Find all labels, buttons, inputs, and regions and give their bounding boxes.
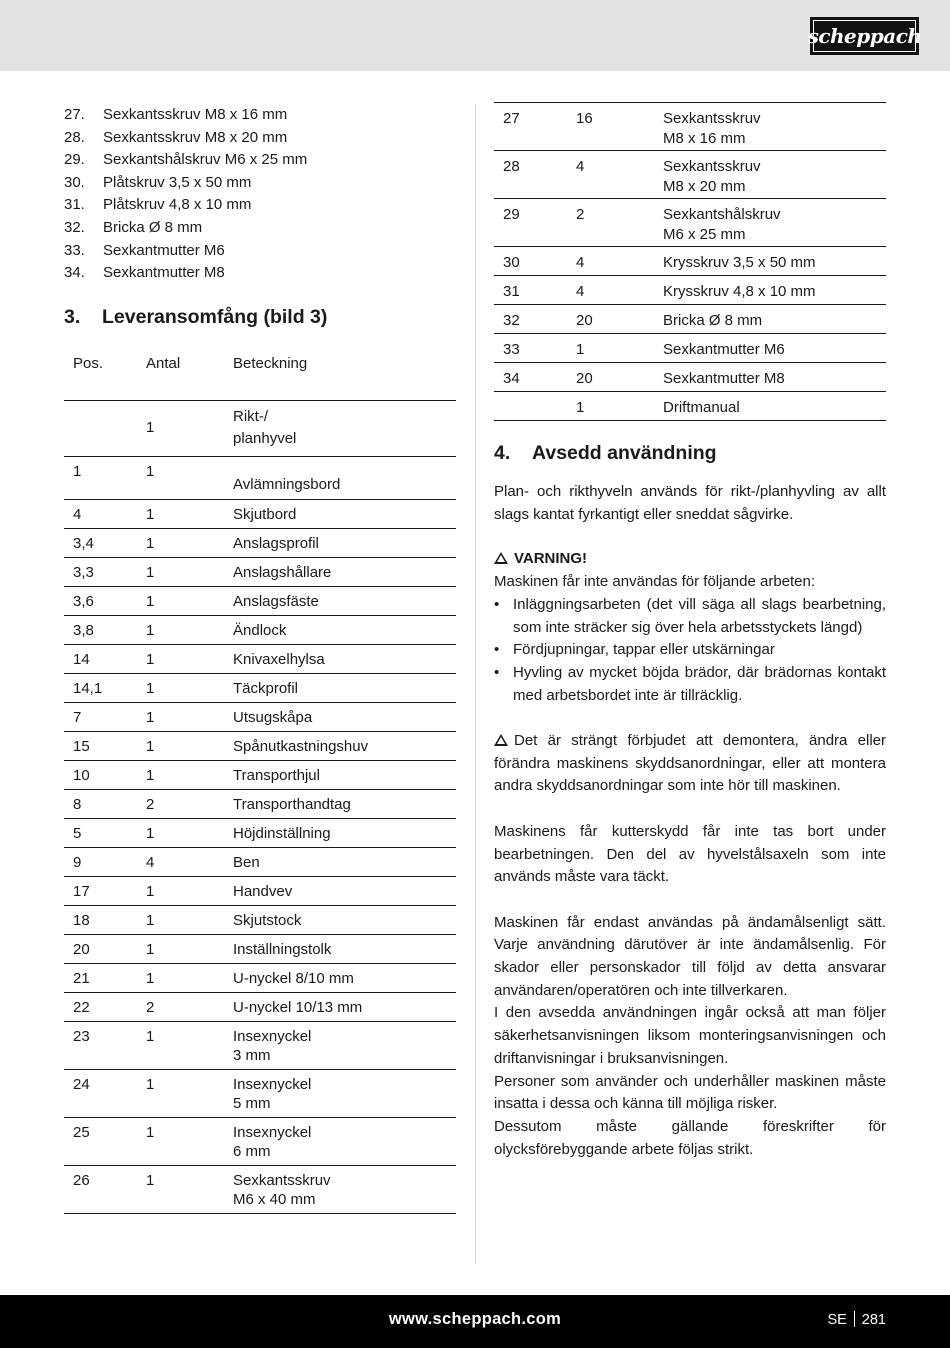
table-row: 20 1 Inställningstolk — [64, 934, 456, 963]
list-item: 28. Sexkantsskruv M8 x 20 mm — [64, 128, 288, 146]
table-row: 3,6 1 Anslagsfäste — [64, 586, 456, 615]
website-link[interactable]: www.scheppach.com — [388, 1310, 562, 1328]
warning-heading: VARNING! — [494, 548, 886, 571]
list-item: 33. Sexkantmutter M6 — [64, 241, 225, 259]
delivery-scope-table-continued — [494, 102, 886, 421]
table-row: 9 4 Ben — [64, 847, 456, 876]
table-row: 27 16 Sexkantsskruv M8 x 16 mm — [494, 103, 886, 151]
table-row: 25 1 Insexnyckel 6 mm — [64, 1117, 456, 1165]
intended-use-intro: Plan- och rikthyveln används för rikt-/planhyvling av allt slags kantat fyrkantigt eller sneddat sågvirke. — [494, 483, 886, 523]
table-row: 1 Driftmanual — [494, 392, 886, 421]
table-row: 1 Rikt-/ planhyvel — [64, 400, 456, 456]
list-item: 32. Bricka Ø 8 mm — [64, 218, 203, 236]
page-number: SE 281 — [827, 1312, 886, 1328]
table-row: 7 1 Utsugskåpa — [64, 702, 456, 731]
section-4-heading: 4. Avsedd användning — [494, 442, 717, 464]
table-row: 3,4 1 Anslagsprofil — [64, 528, 456, 557]
table-row: 34 20 Sexkantmutter M8 — [494, 363, 886, 392]
section-3-heading: 3. Leveransomfång (bild 3) — [64, 305, 328, 328]
table-row: 4 1 Skjutbord — [64, 499, 456, 528]
table-row: 17 1 Handvev — [64, 876, 456, 905]
delivery-scope-table — [64, 354, 456, 1214]
table-row: 32 20 Bricka Ø 8 mm — [494, 305, 886, 334]
table-row: 23 1 Insexnyckel 3 mm — [64, 1021, 456, 1069]
brand-name: scheppach — [807, 24, 922, 48]
table-row: 31 4 Krysskruv 4,8 x 10 mm — [494, 276, 886, 305]
usage-paragraphs: Maskinen får endast användas på ändamålsenligt sätt. Varje användning därutöver är inte ändamålsenlig. För skador eller personskador till följd av detta ansvarar användaren/operatören och inte tillverkaren. I den avsedda användningen ingår också att man följer säkerhetsanvisningen liksom monteringsanvisningen och driftanvisningar i bruksanvisningen. Personer som använder och underhåller maskinen måste insatta i dessa och känna till möjliga risker. Dessutom måste gällande föreskrifter för olycksförebyggande arbete följas strikt. — [494, 913, 886, 1158]
table-row: 28 4 Sexkantsskruv M8 x 20 mm — [494, 151, 886, 199]
table-row: 14 1 Knivaxelhylsa — [64, 644, 456, 673]
table-row: 3,3 1 Anslagshållare — [64, 557, 456, 586]
right-column — [494, 102, 886, 1161]
header-pos: Pos. — [73, 354, 104, 372]
table-row: 10 1 Transporthjul — [64, 760, 456, 789]
list-item: 31. Plåtskruv 4,8 x 10 mm — [64, 196, 252, 214]
list-item: • Fördjupningar, tappar eller utskärningar — [494, 641, 775, 659]
table-header-row — [64, 354, 456, 401]
list-item: 34. Sexkantmutter M8 — [64, 264, 225, 282]
table-row: 30 4 Krysskruv 3,5 x 50 mm — [494, 247, 886, 276]
table-row: 8 2 Transporthandtag — [64, 789, 456, 818]
warning-triangle-icon — [494, 734, 508, 746]
list-item: • Hyvling av mycket böjda brädor, där brädornas kontakt med arbetsbordet inte är tillräcklig. — [494, 663, 886, 704]
table-row: 29 2 Sexkantshålskruv M6 x 25 mm — [494, 199, 886, 247]
table-row: 22 2 U-nyckel 10/13 mm — [64, 992, 456, 1021]
left-column — [64, 104, 456, 1214]
table-row: 18 1 Skjutstock — [64, 905, 456, 934]
table-row: 3,8 1 Ändlock — [64, 615, 456, 644]
header-antal: Antal — [146, 354, 181, 372]
header-beteckning: Beteckning — [233, 354, 308, 372]
list-item: 29. Sexkantshålskruv M6 x 25 mm — [64, 151, 308, 169]
warning-text: Maskinen får inte användas för följande arbeten: — [494, 573, 816, 591]
table-row: 33 1 Sexkantmutter M6 — [494, 334, 886, 363]
list-item: • Inläggningsarbeten (det vill säga all slags bearbetning, som inte sträcker sig över hela arbetsstyckets längd) — [494, 595, 886, 636]
prohibited-uses-list — [494, 594, 886, 708]
parts-list — [64, 104, 456, 285]
column-divider — [475, 104, 476, 1264]
footer-bar — [0, 1295, 950, 1348]
table-row: 5 1 Höjdinställning — [64, 818, 456, 847]
warning-triangle-icon — [494, 552, 508, 564]
table-row: 1 1 Avlämningsbord — [64, 456, 456, 499]
scheppach-logo — [807, 17, 922, 55]
table-row: 26 1 Sexkantsskruv M6 x 40 mm — [64, 1165, 456, 1213]
list-item: 27. Sexkantsskruv M8 x 16 mm — [64, 106, 288, 123]
list-item: 30. Plåtskruv 3,5 x 50 mm — [64, 173, 252, 191]
table-row: 14,1 1 Täckprofil — [64, 673, 456, 702]
prohibition-paragraph: Det är strängt förbjudet att demontera, ändra eller förändra maskinens skyddsanordningar, eller att montera andra skyddsanordningar som inte hör till maskinen. — [494, 732, 886, 795]
cutter-guard-paragraph: Maskinens får kutterskydd får inte tas bort under bearbetningen. Den del av hyvelstålsaxeln som inte används måste vara täckt. — [494, 822, 886, 886]
table-row: 24 1 Insexnyckel 5 mm — [64, 1069, 456, 1117]
table-row: 21 1 U-nyckel 8/10 mm — [64, 963, 456, 992]
table-row: 15 1 Spånutkastningshuv — [64, 731, 456, 760]
